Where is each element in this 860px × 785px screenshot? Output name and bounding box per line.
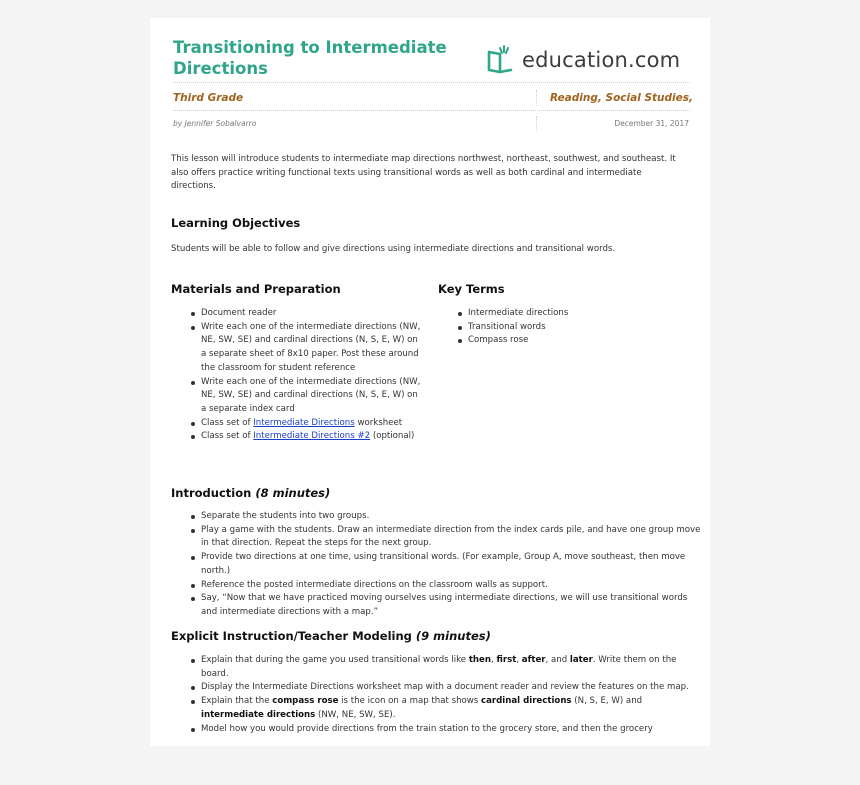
list-item: Reference the posted intermediate directions on the classroom walls as support.	[201, 579, 701, 593]
materials-list	[171, 307, 421, 444]
introduction-list	[171, 510, 701, 620]
list-item: Write each one of the intermediate directions (NW, NE, SW, SE) and cardinal directions (N, S, E, W) on a separate index card	[201, 376, 421, 417]
section-duration: (9 minutes)	[415, 629, 491, 643]
worksheet-link-intermediate-directions-2[interactable]: Intermediate Directions #2	[253, 431, 371, 442]
publish-date: December 31, 2017	[614, 119, 689, 128]
list-item: Document reader	[201, 307, 421, 321]
list-item	[201, 430, 421, 444]
subject-label: Reading, Social Studies,	[550, 92, 693, 104]
list-item-text: Class set of	[201, 417, 254, 428]
key-terms-list	[438, 307, 688, 348]
author-byline: by Jennifer Sobalvarro	[173, 119, 257, 128]
introduction-heading	[171, 486, 330, 500]
grade-label: Third Grade	[173, 92, 244, 104]
explicit-instruction-heading	[171, 629, 491, 643]
list-item: Explain that during the game you used transitional words like then, first, after, and later. Write them on the board.	[201, 654, 701, 681]
header-divider	[173, 82, 690, 83]
document-title: Transitioning to Intermediate Directions	[173, 38, 447, 78]
list-item: Model how you would provide directions from the train station to the grocery store, and then the grocery	[201, 723, 701, 737]
list-item: Separate the students into two groups.	[201, 510, 701, 524]
learning-objectives-heading: Learning Objectives	[171, 216, 301, 230]
header-column-divider	[536, 90, 537, 106]
section-duration: (8 minutes)	[255, 486, 331, 500]
education-com-logo	[486, 40, 696, 80]
list-item: Explain that the compass rose is the icon on a map that shows cardinal directions (N, S, E, W) and intermediate directions (NW, NE, SW, SE).	[201, 695, 701, 722]
materials-heading: Materials and Preparation	[171, 282, 341, 296]
list-item-text: worksheet	[354, 417, 403, 428]
intro-paragraph: This lesson will introduce students to intermediate map directions northwest, northeast, southwest, and southeast. It also offers practice writing functional texts using transitional words as well as both cardinal and intermediate directions.	[171, 154, 676, 192]
section-title: Explicit Instruction/Teacher Modeling	[171, 629, 412, 643]
list-item: Transitional words	[468, 321, 688, 335]
list-item: Display the Intermediate Directions worksheet map with a document reader and review the features on the map.	[201, 681, 701, 695]
meta-divider	[173, 110, 690, 111]
open-book-icon	[486, 44, 518, 74]
list-item: Say, “Now that we have practiced moving ourselves using intermediate directions, we will use transitional words and intermediate directions with a map.”	[201, 592, 701, 619]
explicit-instruction-list	[171, 654, 701, 736]
list-item: Write each one of the intermediate directions (NW, NE, SW, SE) and cardinal directions (N, S, E, W) on a separate sheet of 8x10 paper. Post these around the classroom for student reference	[201, 321, 421, 376]
list-item: Play a game with the students. Draw an intermediate direction from the index cards pile, and have one group move in that direction. Repeat the steps for the next group.	[201, 524, 701, 551]
list-item: Compass rose	[468, 334, 688, 348]
lesson-plan-document	[150, 18, 710, 746]
logo-wordmark: education.com	[522, 48, 681, 72]
list-item: Provide two directions at one time, using transitional words. (For example, Group A, move southeast, then move north.)	[201, 551, 701, 578]
list-item	[201, 417, 421, 431]
list-item-text: Class set of	[201, 431, 254, 442]
worksheet-link-intermediate-directions[interactable]: Intermediate Directions	[253, 417, 355, 428]
section-title: Introduction	[171, 486, 252, 500]
key-terms-heading: Key Terms	[438, 282, 505, 296]
list-item: Intermediate directions	[468, 307, 688, 321]
learning-objectives-text: Students will be able to follow and give directions using intermediate directions and transitional words.	[171, 244, 616, 254]
meta-column-divider	[536, 116, 537, 130]
list-item-text: (optional)	[370, 431, 415, 442]
